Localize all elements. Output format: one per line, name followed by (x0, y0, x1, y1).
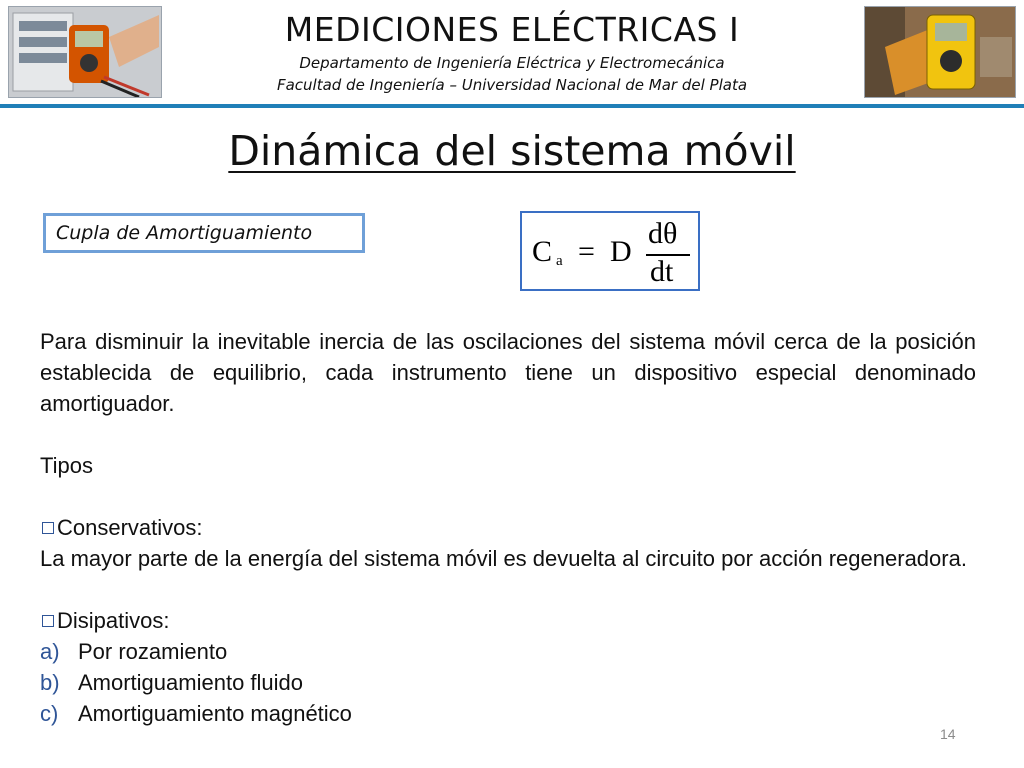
list-item-text: Por rozamiento (78, 639, 228, 664)
department-name: Departamento de Ingeniería Eléctrica y Electromecánica (299, 54, 725, 72)
list-item (40, 698, 976, 729)
formula-numerator: dθ (648, 217, 678, 250)
course-title: MEDICIONES ELÉCTRICAS I (284, 10, 740, 49)
conservative-heading (40, 512, 976, 543)
slide-title-text: Dinámica del sistema móvil (228, 127, 796, 175)
formula-coefficient: D (610, 235, 632, 268)
conservative-title: Conservativos: (57, 515, 203, 540)
formula-lhs: C (532, 235, 553, 268)
list-marker: b) (40, 670, 60, 695)
list-marker: c) (40, 701, 59, 726)
list-item (40, 667, 976, 698)
damping-torque-label: Cupla de Amortiguamiento (43, 213, 365, 253)
multimeter-photo-left (8, 6, 162, 98)
dissipative-title: Disipativos: (57, 608, 170, 633)
checkbox-bullet-icon (42, 615, 54, 627)
multimeter-illustration-right (865, 7, 1015, 97)
formula-lhs-subscript: a (556, 253, 563, 269)
list-marker: a) (40, 639, 60, 664)
intro-paragraph: Para disminuir la inevitable inercia de las oscilaciones del sistema móvil cerca de la posición establecida de equilibrio, cada instrumento tiene un dispositivo especial denominado amortiguador. (40, 329, 976, 416)
formula-denominator: dt (650, 255, 674, 288)
slide-title (0, 124, 1024, 178)
faculty-name: Facultad de Ingeniería – Universidad Nacional de Mar del Plata (276, 76, 748, 94)
damping-formula (520, 211, 700, 291)
list-item-text: Amortiguamiento magnético (78, 701, 352, 726)
multimeter-illustration-left (9, 7, 161, 97)
header-divider (0, 104, 1024, 108)
list-item-text: Amortiguamiento fluido (78, 670, 304, 695)
conservative-description: La mayor parte de la energía del sistema móvil es devuelta al circuito por acción regeneradora. (40, 546, 967, 571)
page-number: 14 (940, 726, 956, 742)
multimeter-photo-right (864, 6, 1016, 98)
slide-body (40, 326, 976, 729)
formula-equals: = (578, 235, 595, 268)
types-heading: Tipos (40, 453, 93, 478)
checkbox-bullet-icon (42, 522, 54, 534)
slide-header (170, 8, 854, 96)
list-item (40, 636, 976, 667)
dissipative-heading (40, 605, 976, 636)
